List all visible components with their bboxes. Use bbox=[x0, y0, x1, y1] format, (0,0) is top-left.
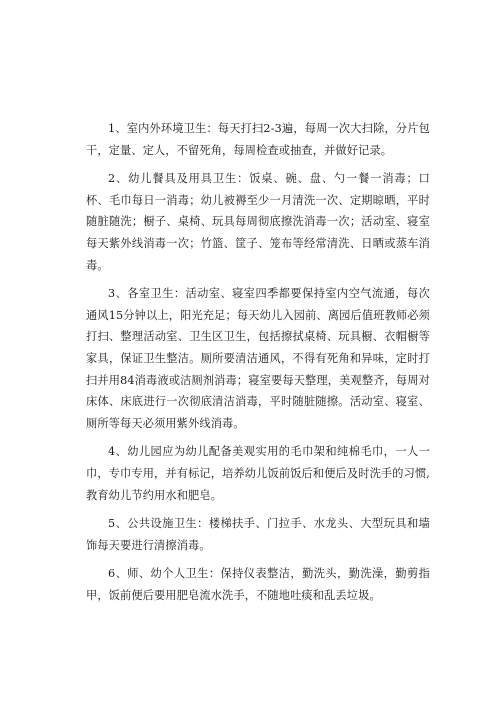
paragraph-personal-hygiene: 6、师、幼个人卫生：保持仪表整洁，勤洗头，勤洗澡，勤剪指甲，饭前便后要用肥皂流水洗手，不随地吐痰和乱丢垃圾。 bbox=[86, 567, 430, 602]
paragraph-public-facilities: 5、公共设施卫生：楼梯扶手、门拉手、水龙头、大型玩具和墙饰每天要进行清擦消毒。 bbox=[86, 517, 430, 552]
paragraph-tableware-hygiene: 2、幼儿餐具及用具卫生：饭桌、碗、盘、勺一餐一消毒；口杯、毛巾每日一消毒；幼儿被褥至少一月清洗一次、定期晾晒，平时随脏随洗；橱子、桌椅、玩具每周彻底擦洗消毒一次；活动室、寝室每天紫外线消毒一次；竹篮、筐子、笼布等经常清洗、日晒或蒸车消毒。 bbox=[86, 172, 430, 272]
paragraph-towel-rack: 4、幼儿园应为幼儿配备美观实用的毛巾架和纯棉毛巾，一人一巾，专巾专用，并有标记，培养幼儿饭前饭后和便后及时洗手的习惯,教育幼儿节约用水和肥皂。 bbox=[86, 445, 430, 502]
paragraph-room-hygiene: 3、各室卫生：活动室、寝室四季都要保持室内空气流通，每次通风15分钟以上，阳光充足；每天幼儿入园前、离园后值班教师必须打扫、整理活动室、卫生区卫生，包括擦拭桌椅、玩具橱、衣帽橱等家具，保证卫生整洁。厕所要清洁通风，不得有死角和异味，定时打扫并用84消毒液或洁厕剂消毒；寝室要每天整理，美观整齐，每周对床体、床底进行一次彻底清洁消毒，平时随脏随擦。活动室、寝室、厕所等每天必须用紫外线消毒。 bbox=[86, 287, 430, 430]
document-body bbox=[86, 118, 430, 613]
paragraph-outdoor-indoor-hygiene: 1、室内外环境卫生：每天打扫2-3遍，每周一次大扫除，分片包干，定量、定人，不留死角，每周检查或抽查，并做好记录。 bbox=[86, 122, 430, 157]
